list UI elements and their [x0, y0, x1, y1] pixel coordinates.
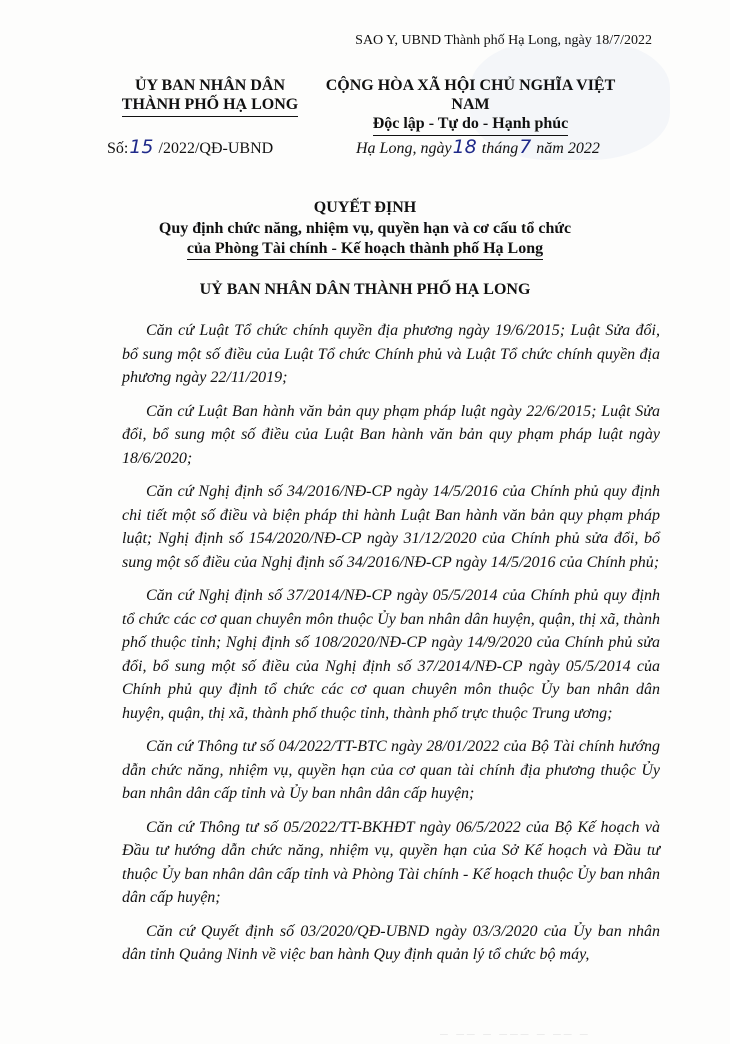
date-place: Hạ Long, ngày	[356, 140, 452, 157]
basis-paragraph: Căn cứ Luật Tổ chức chính quyền địa phương ngày 19/6/2015; Luật Sửa đổi, bổ sung một số điều của Luật Tổ chức Chính phủ và Luật Tổ chức chính quyền địa phương ngày 22/11/2019;	[122, 322, 660, 386]
decision-subtitle-2	[0, 240, 730, 260]
issuer-line-1: ỦY BAN NHÂN DÂN	[134, 77, 286, 94]
basis-paragraph: Căn cứ Nghị định số 37/2014/NĐ-CP ngày 05/5/2014 của Chính phủ quy định tổ chức các cơ quan chuyên môn thuộc Ủy ban nhân dân huyện, quận, thị xã, thành phố thuộc tỉnh; Nghị định số 108/2020/NĐ-CP ngày 14/9/2020 của Chính phủ sửa đổi, bổ sung một số điều của Nghị định số 37/2014/NĐ-CP ngày 05/5/2014 của Chính phủ quy định tổ chức các cơ quan chuyên môn thuộc Ủy ban nhân dân huyện, quận, thị xã, thành phố thuộc tỉnh, thành phố trực thuộc Trung ương;	[122, 587, 660, 722]
issuer-line-2: THÀNH PHỐ HẠ LONG	[122, 95, 298, 117]
number-suffix: /2022/QĐ-UBND	[158, 140, 274, 157]
basis-paragraph: Căn cứ Nghị định số 34/2016/NĐ-CP ngày 14/5/2016 của Chính phủ quy định chi tiết một số điều và biện pháp thi hành Luật Ban hành văn bản quy phạm pháp luật; Nghị định số 154/2020/NĐ-CP ngày 31/12/2020 của Chính phủ sửa đổi, bổ sung một số điều của Nghị định số 34/2016/NĐ-CP ngày 14/5/2016 của Chính phủ;	[122, 483, 660, 571]
national-motto	[318, 76, 623, 136]
basis-paragraph: Căn cứ Luật Ban hành văn bản quy phạm pháp luật ngày 22/6/2015; Luật Sửa đổi, bổ sung một số điều của Luật Ban hành văn bản quy phạm pháp luật ngày 18/6/2020;	[122, 402, 660, 467]
basis-paragraph: Căn cứ Thông tư số 04/2022/TT-BTC ngày 28/01/2022 của Bộ Tài chính hướng dẫn chức năng, nhiệm vụ, quyền hạn của cơ quan tài chính địa phương thuộc Ủy ban nhân dân cấp tỉnh và Ủy ban nhân dân cấp huyện;	[122, 738, 660, 802]
decision-subtitle-1: Quy định chức năng, nhiệm vụ, quyền hạn và cơ cấu tổ chức	[158, 220, 572, 237]
handwritten-day: 18	[452, 136, 477, 158]
issuing-authority: UỶ BAN NHÂN DÂN THÀNH PHỐ HẠ LONG	[199, 281, 531, 298]
handwritten-number: 15	[129, 136, 154, 158]
basis-paragraph: Căn cứ Quyết định số 03/2020/QĐ-UBND ngày 03/3/2020 của Ủy ban nhân dân tỉnh Quảng Ninh về việc ban hành Quy định quản lý tổ chức bộ máy,	[122, 922, 660, 963]
motto-line-2: Độc lập - Tự do - Hạnh phúc	[373, 114, 569, 136]
basis-paragraph: Căn cứ Thông tư số 05/2022/TT-BKHĐT ngày 06/5/2022 của Bộ Kế hoạch và Đầu tư hướng dẫn chức năng, nhiệm vụ, quyền hạn của Sở Kế hoạch và Đầu tư thuộc Ủy ban nhân dân cấp tỉnh và Phòng Tài chính - Kế hoạch thuộc Ủy ban nhân dân cấp huyện;	[122, 818, 660, 906]
legal-basis	[122, 319, 660, 977]
copy-note: SAO Y, UBND Thành phố Hạ Long, ngày 18/7/2022	[355, 33, 652, 48]
date-month-label: tháng	[481, 140, 519, 157]
number-prefix: Số:	[107, 140, 129, 157]
issuer-header	[95, 76, 325, 117]
decision-title: QUYẾT ĐỊNH	[313, 199, 417, 216]
handwritten-month: 7	[519, 136, 532, 158]
scan-edge-marks: ▔ ▔▔ ▔ ▔▔▔ ▔ ▔▔ ▔	[440, 1034, 591, 1044]
date-year: năm 2022	[536, 140, 600, 157]
issue-date	[356, 136, 600, 158]
motto-line-1: CỘNG HÒA XÃ HỘI CHỦ NGHĨA VIỆT NAM	[325, 77, 616, 113]
subtitle-2-text: của Phòng Tài chính - Kế hoạch thành phố Hạ Long	[187, 240, 543, 260]
document-number	[107, 136, 273, 158]
